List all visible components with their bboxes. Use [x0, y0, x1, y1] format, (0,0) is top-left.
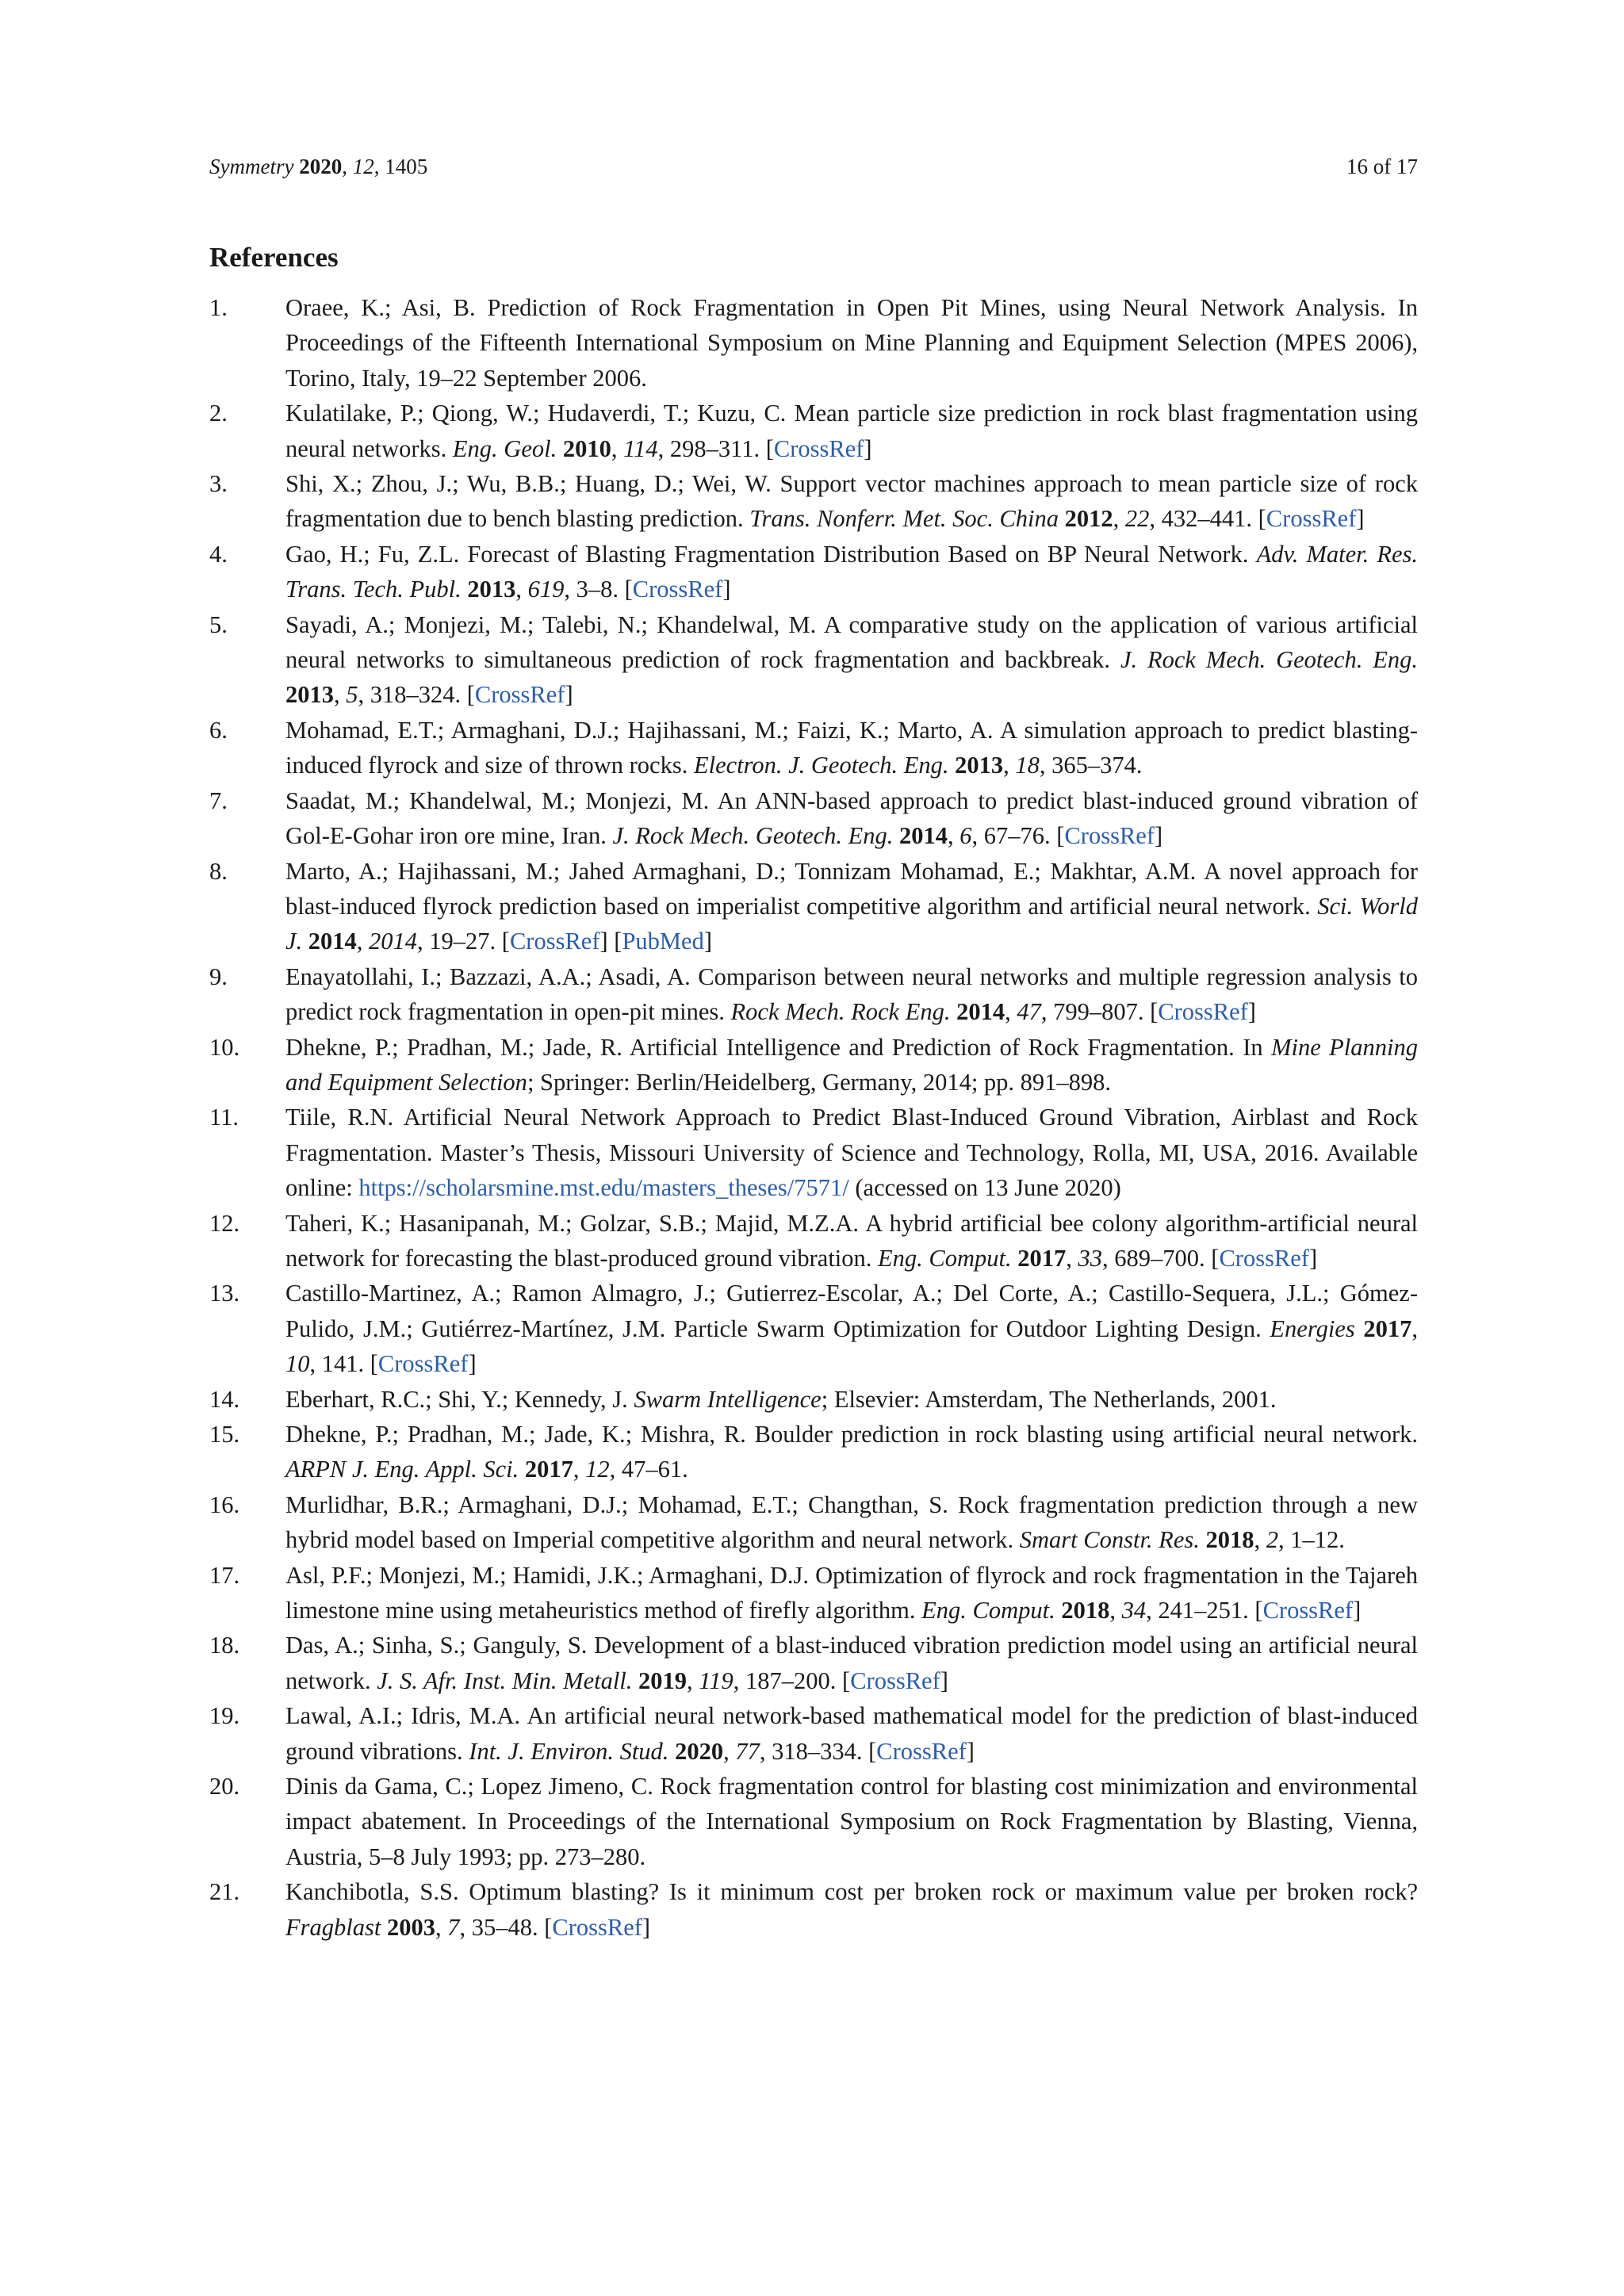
reference-text: ,: [1109, 1597, 1122, 1624]
reference-italic-text: ARPN J. Eng. Appl. Sci.: [285, 1456, 519, 1483]
reference-text: , 187–200. [: [733, 1667, 851, 1694]
reference-year: 2017: [524, 1456, 573, 1483]
page-header: [209, 151, 1418, 182]
reference-italic-text: 34: [1121, 1597, 1147, 1624]
reference-item: [209, 466, 1418, 537]
reference-text: Sayadi, A.; Monjezi, M.; Talebi, N.; Khandelwal, M. A comparative study on the application of various artificial neural networks to simultaneous prediction of rock fragmentation and backbreak.: [285, 610, 1418, 674]
reference-text: ,: [1254, 1526, 1266, 1554]
reference-italic-text: 22: [1124, 505, 1150, 533]
reference-italic-text: J. Rock Mech. Geotech. Eng.: [1120, 646, 1419, 674]
reference-italic-text: Swarm Intelligence: [634, 1385, 822, 1413]
reference-text: ]: [1247, 998, 1256, 1026]
reference-year: 2017: [1017, 1244, 1067, 1272]
reference-text: Saadat, M.; Khandelwal, M.; Monjezi, M. An ANN-based approach to predict blast-induced ground vibration of Gol-E-Gohar iron ore mine, Iran.: [285, 786, 1418, 850]
reference-number: 4.: [209, 540, 228, 568]
reference-italic-text: 2014: [369, 928, 418, 955]
reference-text: ]: [722, 576, 731, 603]
reference-item: [209, 713, 1418, 783]
reference-item: [209, 1769, 1418, 1874]
reference-text: ,: [1066, 1244, 1078, 1272]
reference-text: , 141. [: [309, 1350, 378, 1378]
reference-text: , 298–311. [: [657, 434, 774, 462]
reference-year: 2019: [638, 1667, 688, 1694]
reference-text: , 67–76. [: [971, 822, 1065, 850]
reference-text: Asl, P.F.; Monjezi, M.; Hamidi, J.K.; Armaghani, D.J. Optimization of flyrock and rock fragmentation in the Tajareh limestone mine using metaheuristics method of firefly algorithm.: [285, 1561, 1418, 1624]
reference-italic-text: Smart Constr. Res.: [1019, 1526, 1200, 1554]
reference-list: [209, 290, 1418, 1945]
reference-text: , 318–334. [: [759, 1737, 877, 1765]
reference-text: [1059, 505, 1065, 532]
reference-number: 10.: [209, 1033, 240, 1061]
reference-text: Kanchibotla, S.S. Optimum blasting? Is it minimum cost per broken rock or maximum value per broken rock?: [285, 1878, 1418, 1906]
reference-number: 6.: [209, 716, 228, 744]
reference-item: [209, 854, 1418, 959]
reference-text: Kulatilake, P.; Qiong, W.; Hudaverdi, T.; Kuzu, C. Mean particle size prediction in rock blast fragmentation using neural networks.: [285, 400, 1418, 462]
crossref-link[interactable]: CrossRef: [1064, 822, 1155, 850]
reference-text: ]: [468, 1350, 477, 1378]
reference-text: Tiile, R.N. Artificial Neural Network Approach to Predict Blast-Induced Ground Vibration, Airblast and Rock Fragmentation. Master’s Thesis, Missouri University of Science and Technology, Rolla, MI, USA, 2016. Available online:: [285, 1104, 1418, 1202]
reference-text: , 1–12.: [1277, 1526, 1345, 1554]
reference-italic-text: 33: [1078, 1244, 1103, 1272]
reference-italic-text: Fragblast: [285, 1913, 381, 1941]
reference-italic-text: 2: [1266, 1526, 1278, 1554]
reference-year: 2010: [562, 434, 611, 462]
crossref-link[interactable]: CrossRef: [474, 681, 565, 709]
reference-year: 2013: [955, 752, 1004, 779]
reference-text: (accessed on 13 June 2020): [848, 1174, 1121, 1202]
reference-text: ,: [334, 681, 347, 709]
reference-text: , 47–61.: [609, 1456, 688, 1483]
reference-text: ]: [1356, 505, 1365, 533]
reference-item: [209, 1487, 1418, 1558]
reference-number: 11.: [209, 1104, 239, 1131]
reference-item: [209, 537, 1418, 607]
references-heading: References: [209, 242, 339, 273]
reference-text: Murlidhar, B.R.; Armaghani, D.J.; Mohamad, E.T.; Changthan, S. Rock fragmentation prediction through a new hybrid model based on Imperial competitive algorithm and neural network.: [285, 1490, 1418, 1554]
reference-text: ,: [1113, 505, 1125, 533]
reference-text: Castillo-Martinez, A.; Ramon Almagro, J.; Gutierrez-Escolar, A.; Del Corte, A.; Castillo-Sequera, J.L.; Gómez-Pulido, J.M.; Gutiérrez-Martínez, J.M. Particle Swarm Optimization for Outdoor Lighting Design.: [285, 1280, 1418, 1342]
crossref-link[interactable]: CrossRef: [632, 576, 723, 603]
reference-year: 2018: [1061, 1597, 1110, 1624]
reference-year: 2013: [285, 681, 334, 709]
reference-text: , 689–700. [: [1102, 1244, 1220, 1272]
reference-item: [209, 783, 1418, 854]
reference-item: [209, 1030, 1418, 1100]
reference-year: 2018: [1205, 1526, 1254, 1554]
reference-italic-text: 619: [527, 576, 565, 603]
reference-item: [209, 1417, 1418, 1487]
journal-year: 2020: [299, 155, 343, 178]
crossref-link[interactable]: CrossRef: [1266, 505, 1357, 533]
reference-text: Dhekne, P.; Pradhan, M.; Jade, R. Artificial Intelligence and Prediction of Rock Fragmentation. In: [285, 1033, 1272, 1061]
reference-text: ,: [611, 434, 624, 462]
crossref-link[interactable]: CrossRef: [1219, 1244, 1309, 1272]
reference-text: , 3–8. [: [564, 576, 633, 603]
reference-number: 16.: [209, 1490, 240, 1518]
reference-text: , 432–441. [: [1149, 505, 1266, 533]
reference-item: [209, 1206, 1418, 1276]
reference-item: [209, 1874, 1418, 1945]
reference-text: [668, 1738, 675, 1765]
reference-text: ] [: [599, 928, 622, 955]
reference-item: [209, 959, 1418, 1030]
reference-number: 15.: [209, 1421, 240, 1448]
crossref-link[interactable]: CrossRef: [1262, 1597, 1354, 1624]
reference-italic-text: Adv. Mater. Res. Trans. Tech. Publ.: [285, 540, 1418, 603]
reference-italic-text: J. Rock Mech. Geotech. Eng.: [612, 822, 894, 850]
reference-text: ,: [1005, 998, 1017, 1026]
reference-year: 2014: [899, 822, 948, 850]
reference-italic-text: Eng. Comput.: [921, 1597, 1055, 1624]
reference-text: ,: [687, 1667, 699, 1694]
article-number: 1405: [385, 155, 428, 178]
reference-item: [209, 1276, 1418, 1381]
reference-text: [519, 1456, 525, 1483]
reference-text: Oraee, K.; Asi, B. Prediction of Rock Fragmentation in Open Pit Mines, using Neural Network Analysis. In Proceedings of the Fifteenth International Symposium on Mine Planning and Equipment Selection (MPES 2006), Torino, Italy, 19–22 September 2006.: [285, 294, 1418, 392]
reference-text: [893, 822, 899, 849]
reference-text: Shi, X.; Zhou, J.; Wu, B.B.; Huang, D.; Wei, W. Support vector machines approach to mean particle size of rock fragmentation due to bench blasting prediction.: [285, 470, 1418, 533]
reference-number: 3.: [209, 470, 228, 498]
reference-italic-text: Eng. Comput.: [878, 1244, 1012, 1272]
reference-italic-text: 119: [699, 1667, 733, 1694]
reference-text: ,: [435, 1913, 448, 1941]
reference-text: [1355, 1315, 1364, 1342]
reference-year: 2012: [1064, 505, 1113, 533]
reference-item: [209, 1698, 1418, 1769]
reference-text: ,: [356, 928, 370, 955]
crossref-link[interactable]: CrossRef: [876, 1737, 967, 1765]
reference-number: 1.: [209, 294, 228, 321]
reference-text: ]: [940, 1667, 948, 1694]
reference-text: ; Springer: Berlin/Heidelberg, Germany, 2014; pp. 891–898.: [527, 1068, 1112, 1096]
reference-number: 19.: [209, 1702, 240, 1730]
reference-text: ,: [515, 576, 528, 603]
reference-number: 14.: [209, 1385, 240, 1413]
reference-text: [302, 928, 308, 955]
journal-name: Symmetry: [209, 155, 294, 178]
reference-text: Marto, A.; Hajihassani, M.; Jahed Armaghani, D.; Tonnizam Mohamad, E.; Makhtar, A.M. A novel approach for blast-induced flyrock prediction based on imperialist competitive algorithm and artificial neural network.: [285, 857, 1418, 920]
reference-text: , 799–807. [: [1040, 998, 1159, 1026]
reference-italic-text: 77: [735, 1737, 760, 1765]
reference-text: ]: [642, 1913, 651, 1941]
reference-year: 2017: [1363, 1314, 1412, 1342]
reference-year: 2014: [956, 998, 1005, 1026]
reference-italic-text: Int. J. Environ. Stud.: [469, 1737, 669, 1765]
pubmed-link[interactable]: PubMed: [622, 928, 704, 955]
reference-italic-text: 114: [623, 434, 658, 462]
page-number: 16 of 17: [1346, 155, 1418, 178]
reference-number: 5.: [209, 610, 228, 638]
reference-number: 9.: [209, 962, 228, 990]
reference-item: [209, 1558, 1418, 1628]
crossref-link[interactable]: CrossRef: [377, 1350, 469, 1378]
reference-item: [209, 607, 1418, 713]
reference-text: Das, A.; Sinha, S.; Ganguly, S. Development of a blast-induced vibration prediction model using an artificial neural network.: [285, 1632, 1418, 1694]
reference-text: ]: [966, 1737, 975, 1765]
reference-year: 2020: [675, 1737, 724, 1765]
reference-text: , 35–48. [: [459, 1913, 553, 1941]
reference-number: 17.: [209, 1561, 240, 1589]
reference-text: Mohamad, E.T.; Armaghani, D.J.; Hajihassani, M.; Faizi, K.; Marto, A. A simulation approach to predict blasting-induced flyrock and size of thrown rocks.: [285, 716, 1418, 779]
reference-text: [381, 1914, 387, 1941]
reference-italic-text: Eng. Geol.: [452, 434, 557, 462]
reference-italic-text: 18: [1015, 752, 1040, 779]
crossref-link[interactable]: CrossRef: [773, 434, 864, 462]
reference-number: 8.: [209, 857, 228, 885]
reference-year: 2014: [308, 928, 357, 955]
reference-text: Enayatollahi, I.; Bazzazi, A.A.; Asadi, A. Comparison between neural networks and multiple regression analysis to predict rock fragmentation in open-pit mines.: [285, 962, 1418, 1026]
reference-italic-text: J. S. Afr. Inst. Min. Metall.: [377, 1667, 633, 1694]
reference-item: [209, 396, 1418, 466]
reference-text: Eberhart, R.C.; Shi, Y.; Kennedy, J.: [285, 1385, 634, 1413]
reference-text: ]: [703, 928, 712, 955]
reference-text: , 365–374.: [1039, 752, 1143, 779]
reference-text: ,: [573, 1456, 586, 1483]
journal-volume: 12: [352, 155, 374, 178]
reference-text: ]: [1308, 1244, 1318, 1272]
reference-italic-text: Mine Planning and Equipment Selection: [285, 1033, 1418, 1096]
reference-text: , 318–324. [: [358, 681, 475, 709]
reference-text: ,: [723, 1737, 736, 1765]
reference-italic-text: 10: [285, 1350, 310, 1378]
reference-item: [209, 290, 1418, 396]
crossref-link[interactable]: CrossRef: [1158, 998, 1248, 1026]
reference-italic-text: 7: [447, 1913, 460, 1941]
crossref-link[interactable]: CrossRef: [552, 1913, 642, 1941]
reference-number: 12.: [209, 1209, 240, 1237]
reference-italic-text: 5: [346, 681, 358, 709]
reference-text: [557, 435, 563, 462]
reference-text: Dhekne, P.; Pradhan, M.; Jade, K.; Mishra, R. Boulder prediction in rock blasting using artificial neural network.: [285, 1421, 1418, 1448]
reference-number: 18.: [209, 1632, 240, 1659]
reference-text: ]: [565, 681, 573, 709]
reference-text: Lawal, A.I.; Idris, M.A. An artificial neural network-based mathematical model for the prediction of blast-induced ground vibrations.: [285, 1702, 1418, 1765]
reference-number: 20.: [209, 1773, 240, 1800]
reference-number: 13.: [209, 1280, 240, 1307]
crossref-link[interactable]: CrossRef: [850, 1667, 940, 1694]
reference-italic-text: Electron. J. Geotech. Eng.: [693, 752, 949, 779]
reference-text: Gao, H.; Fu, Z.L. Forecast of Blasting Fragmentation Distribution Based on BP Neural Network.: [285, 540, 1257, 568]
reference-text: ,: [1003, 752, 1016, 779]
reference-text: [632, 1667, 638, 1694]
thesis-url-link[interactable]: https://scholarsmine.mst.edu/masters_theses/7571/: [358, 1174, 849, 1202]
crossref-link[interactable]: CrossRef: [509, 928, 600, 955]
reference-text: , 241–251. [: [1146, 1597, 1263, 1624]
reference-year: 2013: [467, 576, 516, 603]
reference-text: ,: [1411, 1314, 1419, 1342]
reference-year: 2003: [386, 1913, 435, 1941]
reference-italic-text: 6: [959, 822, 972, 850]
reference-text: ]: [1353, 1597, 1362, 1624]
reference-text: [950, 998, 956, 1025]
reference-item: [209, 1382, 1418, 1417]
reference-text: ; Elsevier: Amsterdam, The Netherlands, 2001.: [821, 1385, 1277, 1413]
reference-text: , 19–27. [: [417, 928, 510, 955]
reference-number: 7.: [209, 786, 228, 814]
reference-number: 2.: [209, 400, 228, 427]
reference-item: [209, 1100, 1418, 1205]
reference-italic-text: Sci. World J.: [285, 892, 1418, 955]
reference-text: [949, 752, 956, 779]
reference-italic-text: Energies: [1270, 1314, 1355, 1342]
reference-italic-text: Rock Mech. Rock Eng.: [730, 998, 951, 1026]
reference-italic-text: Trans. Nonferr. Met. Soc. China: [749, 505, 1059, 533]
reference-italic-text: 47: [1017, 998, 1041, 1026]
journal-citation: Symmetry 2020, 12, 1405: [209, 155, 428, 178]
reference-italic-text: 12: [585, 1456, 610, 1483]
reference-text: Taheri, K.; Hasanipanah, M.; Golzar, S.B.; Majid, M.Z.A. A hybrid artificial bee colony algorithm-artificial neural network for forecasting the blast-produced ground vibration.: [285, 1209, 1418, 1272]
reference-text: ]: [1155, 822, 1163, 850]
reference-text: Dinis da Gama, C.; Lopez Jimeno, C. Rock fragmentation control for blasting cost minimization and environmental impact abatement. In Proceedings of the International Symposium on Rock Fragmentation by Blasting, Vienna, Austria, 5–8 July 1993; pp. 273–280.: [285, 1773, 1418, 1870]
reference-text: ,: [948, 822, 960, 850]
reference-item: [209, 1628, 1418, 1698]
reference-text: ]: [864, 434, 872, 462]
reference-number: 21.: [209, 1878, 240, 1906]
